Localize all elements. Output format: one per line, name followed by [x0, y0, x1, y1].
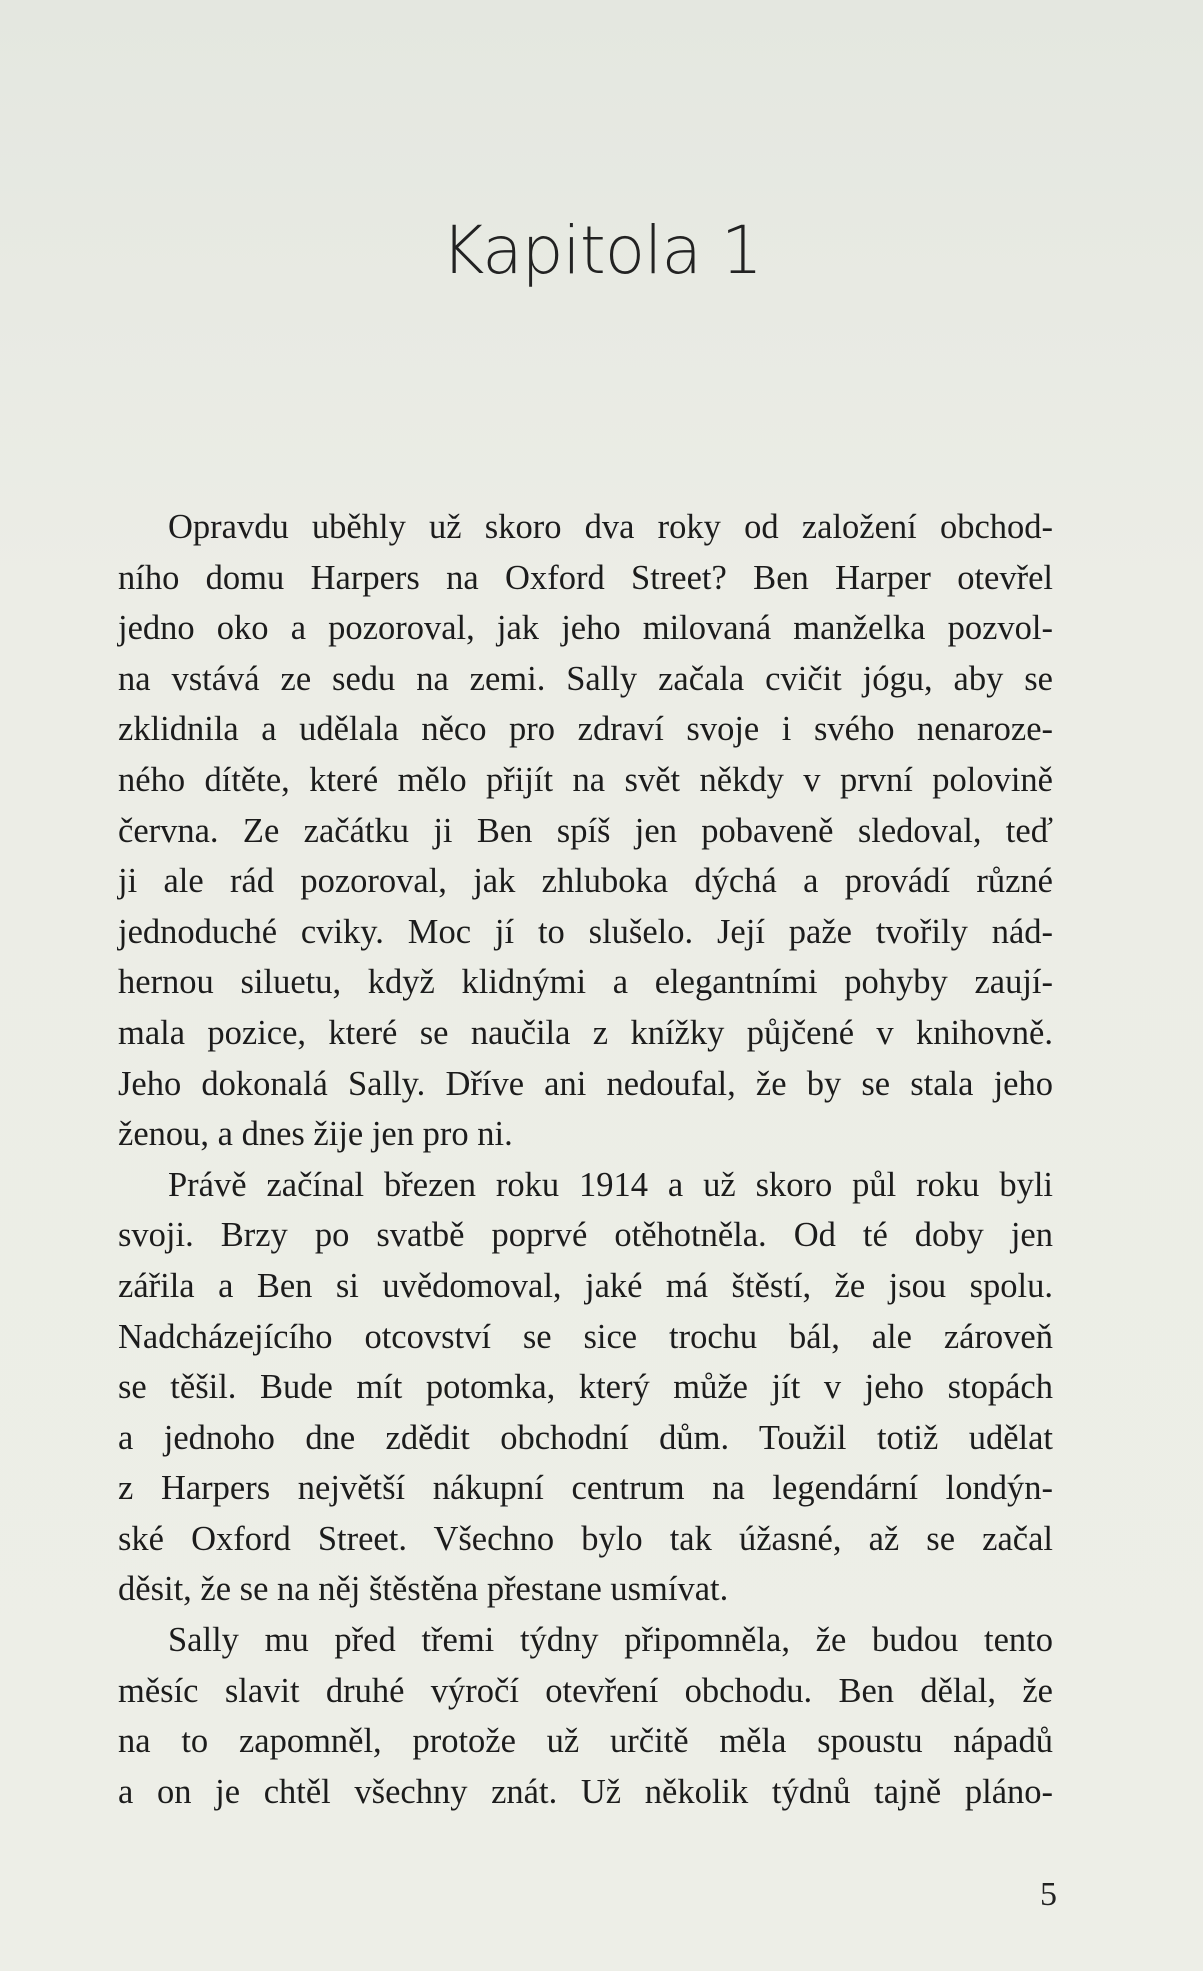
text-line: měsíc slavit druhé výročí otevření obchodu. Ben dělal, že — [118, 1671, 1053, 1710]
text-line: ské Oxford Street. Všechno bylo tak úžasné, až se začal — [118, 1519, 1053, 1558]
text-line: Sally mu před třemi týdny připomněla, že budou tento — [168, 1621, 1053, 1660]
text-line: jednoduché cviky. Moc jí to slušelo. Její paže tvořily nád- — [118, 912, 1053, 951]
chapter-title: Kapitola 1 — [441, 212, 762, 289]
chapter-body — [118, 502, 1053, 1817]
text-line: jedno oko a pozoroval, jak jeho milovaná manželka pozvol- — [118, 609, 1053, 648]
text-line: a jednoho dne zdědit obchodní dům. Toužil totiž udělat — [118, 1418, 1053, 1457]
text-line: ženou, a dnes žije jen pro ni. — [118, 1115, 513, 1154]
text-line: Jeho dokonalá Sally. Dříve ani nedoufal, že by se stala jeho — [118, 1064, 1053, 1103]
text-line: svoji. Brzy po svatbě poprvé otěhotněla. Od té doby jen — [118, 1216, 1053, 1255]
text-line: ného dítěte, které mělo přijít na svět někdy v první polovině — [118, 760, 1053, 799]
text-line: hernou siluetu, když klidnými a elegantními pohyby zaují- — [118, 963, 1053, 1002]
text-line: Právě začínal březen roku 1914 a už skoro půl roku byli — [168, 1165, 1053, 1204]
text-line: se těšil. Bude mít potomka, který může jít v jeho stopách — [118, 1368, 1053, 1407]
text-line: děsit, že se na něj štěstěna přestane usmívat. — [118, 1570, 729, 1609]
text-line: zklidnila a udělala něco pro zdraví svoje i svého nenaroze- — [118, 710, 1053, 749]
text-line: zářila a Ben si uvědomoval, jaké má štěstí, že jsou spolu. — [118, 1266, 1053, 1305]
text-line: června. Ze začátku ji Ben spíš jen pobaveně sledoval, teď — [118, 811, 1053, 850]
text-line: a on je chtěl všechny znát. Už několik týdnů tajně pláno- — [118, 1772, 1053, 1811]
text-line: Nadcházejícího otcovství se sice trochu bál, ale zároveň — [118, 1317, 1053, 1356]
page-number: 5 — [1040, 1876, 1057, 1913]
text-line: na to zapomněl, protože už určitě měla spoustu nápadů — [118, 1722, 1053, 1761]
text-line: mala pozice, které se naučila z knížky půjčené v knihovně. — [118, 1013, 1053, 1052]
text-line: ji ale rád pozoroval, jak zhluboka dýchá a provádí různé — [118, 862, 1053, 901]
text-line: na vstává ze sedu na zemi. Sally začala cvičit jógu, aby se — [118, 659, 1053, 698]
text-line: Opravdu uběhly už skoro dva roky od založení obchod- — [168, 508, 1053, 546]
text-line: ního domu Harpers na Oxford Street? Ben Harper otevřel — [118, 558, 1053, 597]
text-line: z Harpers největší nákupní centrum na legendární londýn- — [118, 1469, 1053, 1508]
